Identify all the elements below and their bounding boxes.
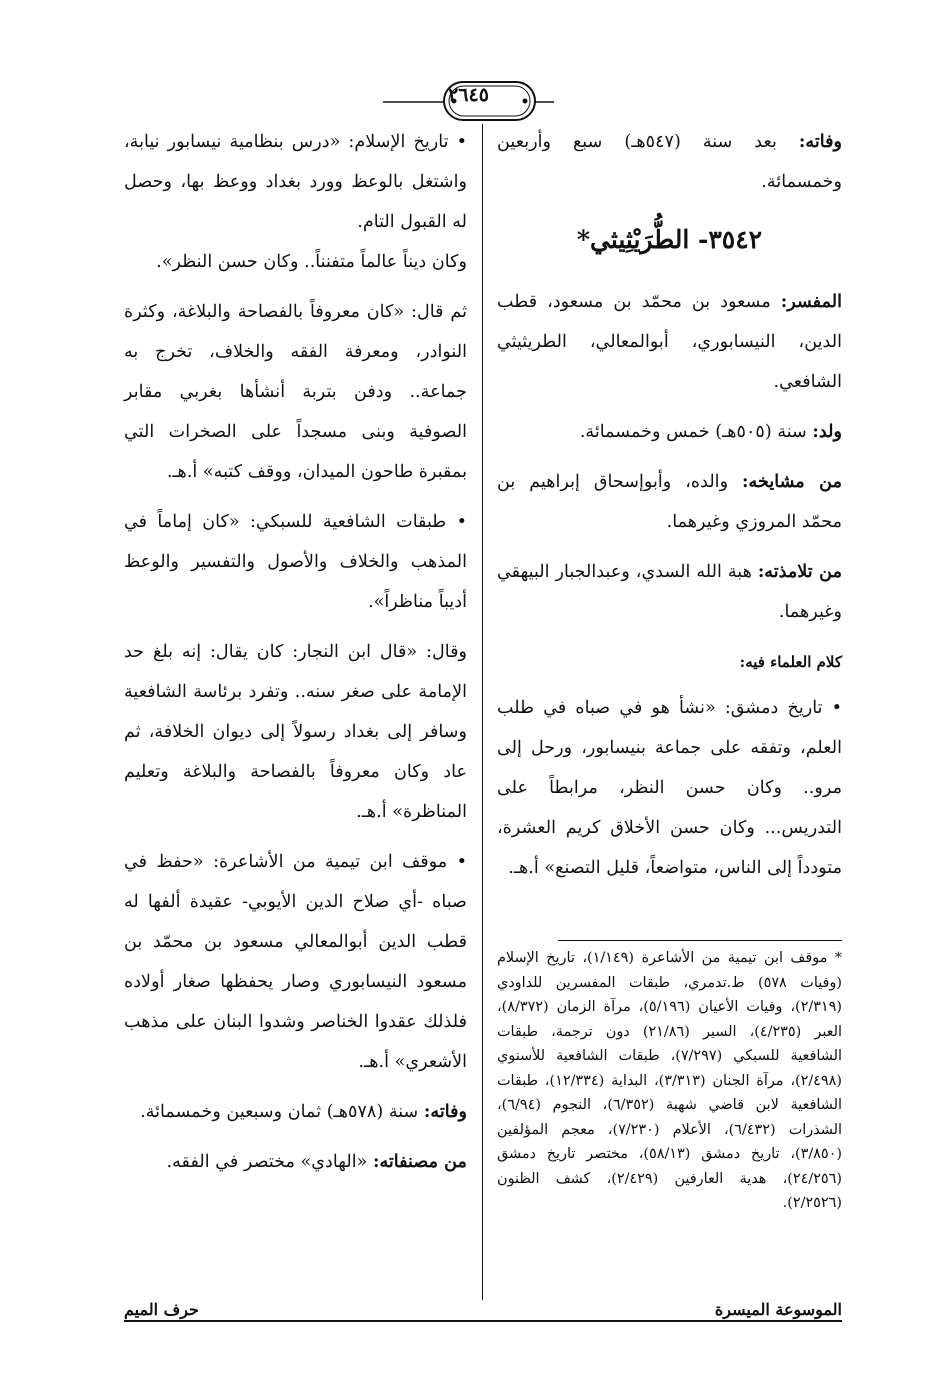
page-number: ٢٦٤٥ [448, 84, 489, 106]
mufassir-label: المفسر: [780, 291, 842, 312]
born-line [497, 412, 842, 452]
students-line [497, 552, 842, 632]
dimashq-quote: • تاريخ دمشق: «نشأ هو في صباه في طلب العلم، وتفقه على جماعة بنيسابور، ورحل إلى مرو.. وكان حسن النظر، مرابطاً على التدريس... وكان حسن الأخلاق كريم العشرة، متودداً إلى الناس، متواضعاً، قليل التصنع» أ.هـ. [497, 698, 842, 878]
entry-death [124, 1092, 467, 1132]
works-label: من مصنفاته: [372, 1151, 467, 1172]
page-footer [124, 1300, 842, 1328]
teachers-text: والده، وأبوإسحاق إبراهيم بن محمّد المروزي وغيرهما. [497, 472, 842, 532]
right-column [497, 122, 842, 898]
works-line [124, 1142, 467, 1182]
subki-quote: • طبقات الشافعية للسبكي: «كان إماماً في المذهب والخلاف والأصول والتفسير والوعظ أديباً مناظراً». [124, 512, 467, 612]
page-number-ornament [0, 74, 937, 122]
najjar-quote: وقال: «قال ابن النجار: كان يقال: إنه بلغ حد الإمامة على صغر سنه.. وتفرد برئاسة الشافعية وسافر إلى بغداد رسولاً إلى ديوان الخلافة، ثم عاد وكان معروفاً بالفصاحة والبلاغة وتعليم المناظرة» أ.هـ. [124, 642, 467, 822]
footnote-rule [558, 940, 842, 941]
footer-section-title: حرف الميم [124, 1300, 205, 1319]
mufassir-text: مسعود بن محمّد بن مسعود، قطب الدين، النيسابوري، أبوالمعالي، الطريثيثي الشافعي. [497, 292, 842, 392]
death-label: وفاته: [798, 131, 842, 152]
islam-quote: • تاريخ الإسلام: «درس بنظامية نيسابور نيابة، واشتغل بالوعظ وورد بغداد ووعظ بها، وحصل له القبول التام. [124, 132, 467, 232]
works-text: «الهادي» مختصر في الفقه. [166, 1152, 368, 1172]
taymiyya-quote: • موقف ابن تيمية من الأشاعرة: «حفظ في صباه -أي صلاح الدين الأيوبي- عقيدة ألفها له قطب الدين أبوالمعالي مسعود بن محمّد بن مسعود النيسابوري وصار يحفظها صغار أولاده فلذلك عقدوا الخناصر وشدوا البنان على مذهب الأشعري» أ.هـ. [124, 852, 467, 1072]
death-text: بعد سنة (٥٤٧هـ) سبع وأربعين وخمسمائة. [497, 132, 842, 192]
entry-death-text: سنة (٥٧٨هـ) ثمان وسبعين وخمسمائة. [140, 1102, 419, 1122]
footnote-sources: * موقف ابن تيمية من الأشاعرة (١/١٤٩)، تاريخ الإسلام (وفيات ٥٧٨) ط.تدمري، طبقات المفسرين للداودي (٢/٣١٩)، وفيات الأعيان (٥/١٩٦)، مرآة الزمان (٨/٣٧٢)، العبر (٤/٢٣٥)، السير (٢١/٨٦) دون ترجمة، طبقات الشافعية للسبكي (٧/٢٩٧)، طبقات الشافعية للأسنوي (٢/٤٩٨)، مرآة الجنان (٣/٣١٣)، البداية (١٢/٣٣٤)، طبقات الشافعية لابن قاضي شهبة (٦/٣٥٢)، النجوم (٦/٩٤)، الشذرات (٦/٤٣٢)، الأعلام (٧/٢٣٠)، معجم المؤلفين (٣/٨٥٠)، تاريخ دمشق (٥٨/١٣)، مختصر تاريخ دمشق (٢٤/٢٥٦)، هدية العارفين (٢/٤٢٩)، كشف الظنون (٢/٢٥٢٦). [497, 950, 843, 1211]
previous-entry-death [497, 122, 842, 202]
entry-title: ٣٥٤٢- الطُّرَيْثِيثي* [576, 225, 763, 254]
column-divider [482, 124, 483, 1300]
teachers-label: من مشايخه: [742, 471, 842, 492]
scholars-heading: كلام العلماء فيه: [739, 653, 842, 671]
born-text: سنة (٥٠٥هـ) خمس وخمسمائة. [579, 422, 807, 442]
left-column [124, 122, 467, 1192]
then-said-quote: ثم قال: «كان معروفاً بالفصاحة والبلاغة، وكثرة النوادر، ومعرفة الفقه والخلاف، تخرج به جماعة.. ودفن بتربة أنشأها بغربي مقابر الصوفية وبنى مسجداً على الصخرات التي بمقبرة طاحون الميدان، ووقف كتبه» أ.هـ. [124, 302, 467, 482]
students-text: هبة الله السدي، وعبدالجبار البيهقي وغيرهما. [497, 562, 842, 622]
islam-quote-cont: وكان ديناً عالماً متفنناً.. وكان حسن النظر». [156, 252, 467, 272]
entry-death-label: وفاته: [423, 1101, 467, 1122]
footer-rule [124, 1320, 842, 1322]
students-label: من تلامذته: [757, 561, 842, 582]
teachers-line [497, 462, 842, 542]
born-label: ولد: [812, 421, 842, 442]
mufassir-line [497, 282, 842, 402]
footer-book-title: الموسوعة الميسرة [709, 1300, 842, 1319]
